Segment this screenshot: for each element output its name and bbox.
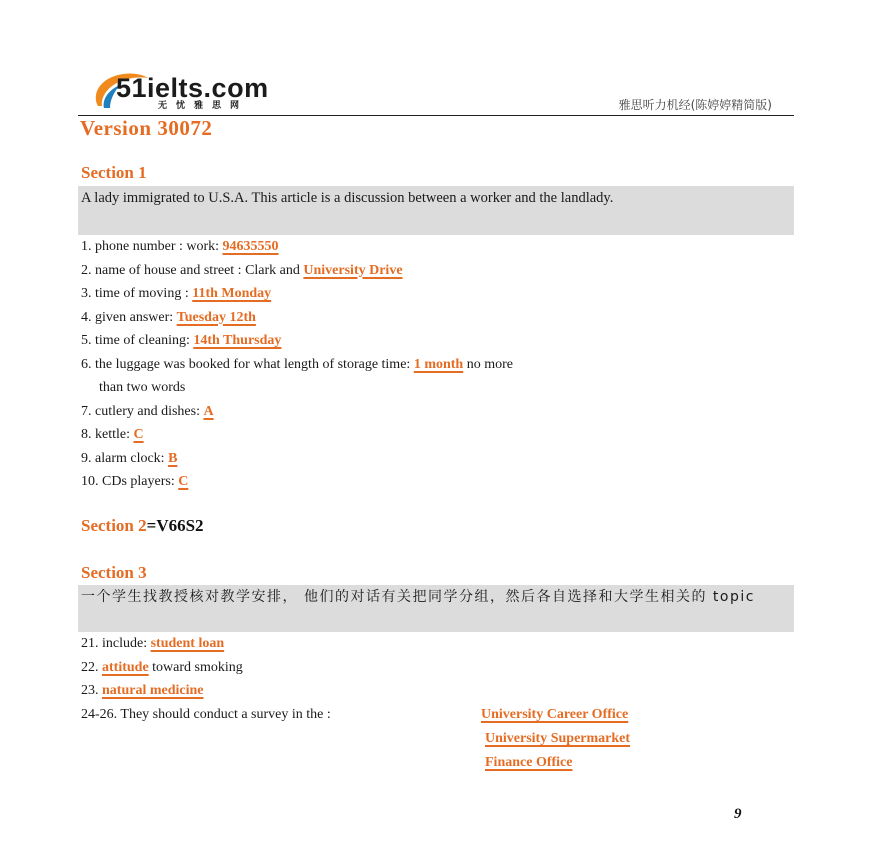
answer: C [178, 474, 189, 489]
answer: Tuesday 12th [176, 309, 256, 325]
section-1-intro: A lady immigrated to U.S.A. This article is a discussion between a worker and the landlady. [78, 186, 794, 235]
section-2-reference: =V66S2 [146, 516, 204, 535]
answer: University Drive [303, 262, 403, 278]
logo-subtitle: 无忧雅思网 [158, 101, 249, 111]
answer: A [203, 403, 214, 419]
survey-question: 24-26. They should conduct a survey in the : [81, 707, 331, 722]
answer: 11th Monday [192, 286, 272, 301]
list-item: 21. include: student loan [81, 636, 225, 651]
answer: 1 month [413, 356, 464, 372]
logo-wordmark: 51ielts.com [116, 73, 269, 103]
answer: B [168, 450, 178, 466]
page-number: 9 [734, 806, 742, 822]
list-item: 6. the luggage was booked for what length of storage time: 1 month no more than two words [81, 356, 513, 395]
survey-answer: Finance Office [485, 755, 573, 770]
survey-answer: University Supermarket [485, 731, 631, 746]
list-item: 2. name of house and street : Clark and University Drive [81, 262, 403, 278]
answer: 14th Thursday [193, 333, 282, 348]
section-3-items [81, 632, 793, 703]
site-logo [90, 70, 330, 114]
version-title: Version 30072 [80, 116, 213, 140]
section-3-intro: 一个学生找教授核对教学安排， 他们的对话有关把同学分组，然后各自选择和大学生相关的 topic [78, 585, 794, 632]
answer: C [133, 427, 144, 442]
survey-answer: University Career Office [481, 707, 629, 722]
list-item: 3. time of moving : 11th Monday [81, 286, 272, 301]
answer: natural medicine [102, 683, 204, 698]
header-title: 雅思听力机经(陈婷婷精简版) [618, 98, 772, 112]
list-item: 5. time of cleaning: 14th Thursday [81, 333, 282, 348]
answer: 94635550 [222, 239, 279, 254]
answer: student loan [150, 636, 225, 651]
list-item: 22. attitude toward smoking [81, 659, 243, 675]
section-3-title: Section 3 [81, 563, 147, 582]
list-item: 8. kettle: C [81, 427, 144, 442]
list-item: 4. given answer: Tuesday 12th [81, 309, 256, 325]
section-1-items [81, 235, 793, 494]
list-item: 10. CDs players: C [81, 474, 189, 489]
list-item: 23. natural medicine [81, 683, 204, 698]
section-2-title: Section 2=V66S2 [81, 516, 204, 535]
section-1-title: Section 1 [81, 163, 147, 182]
answer: attitude [102, 659, 149, 675]
list-item: 9. alarm clock: B [81, 450, 178, 466]
list-item: 1. phone number : work: 94635550 [81, 239, 279, 254]
list-item: 7. cutlery and dishes: A [81, 403, 214, 419]
